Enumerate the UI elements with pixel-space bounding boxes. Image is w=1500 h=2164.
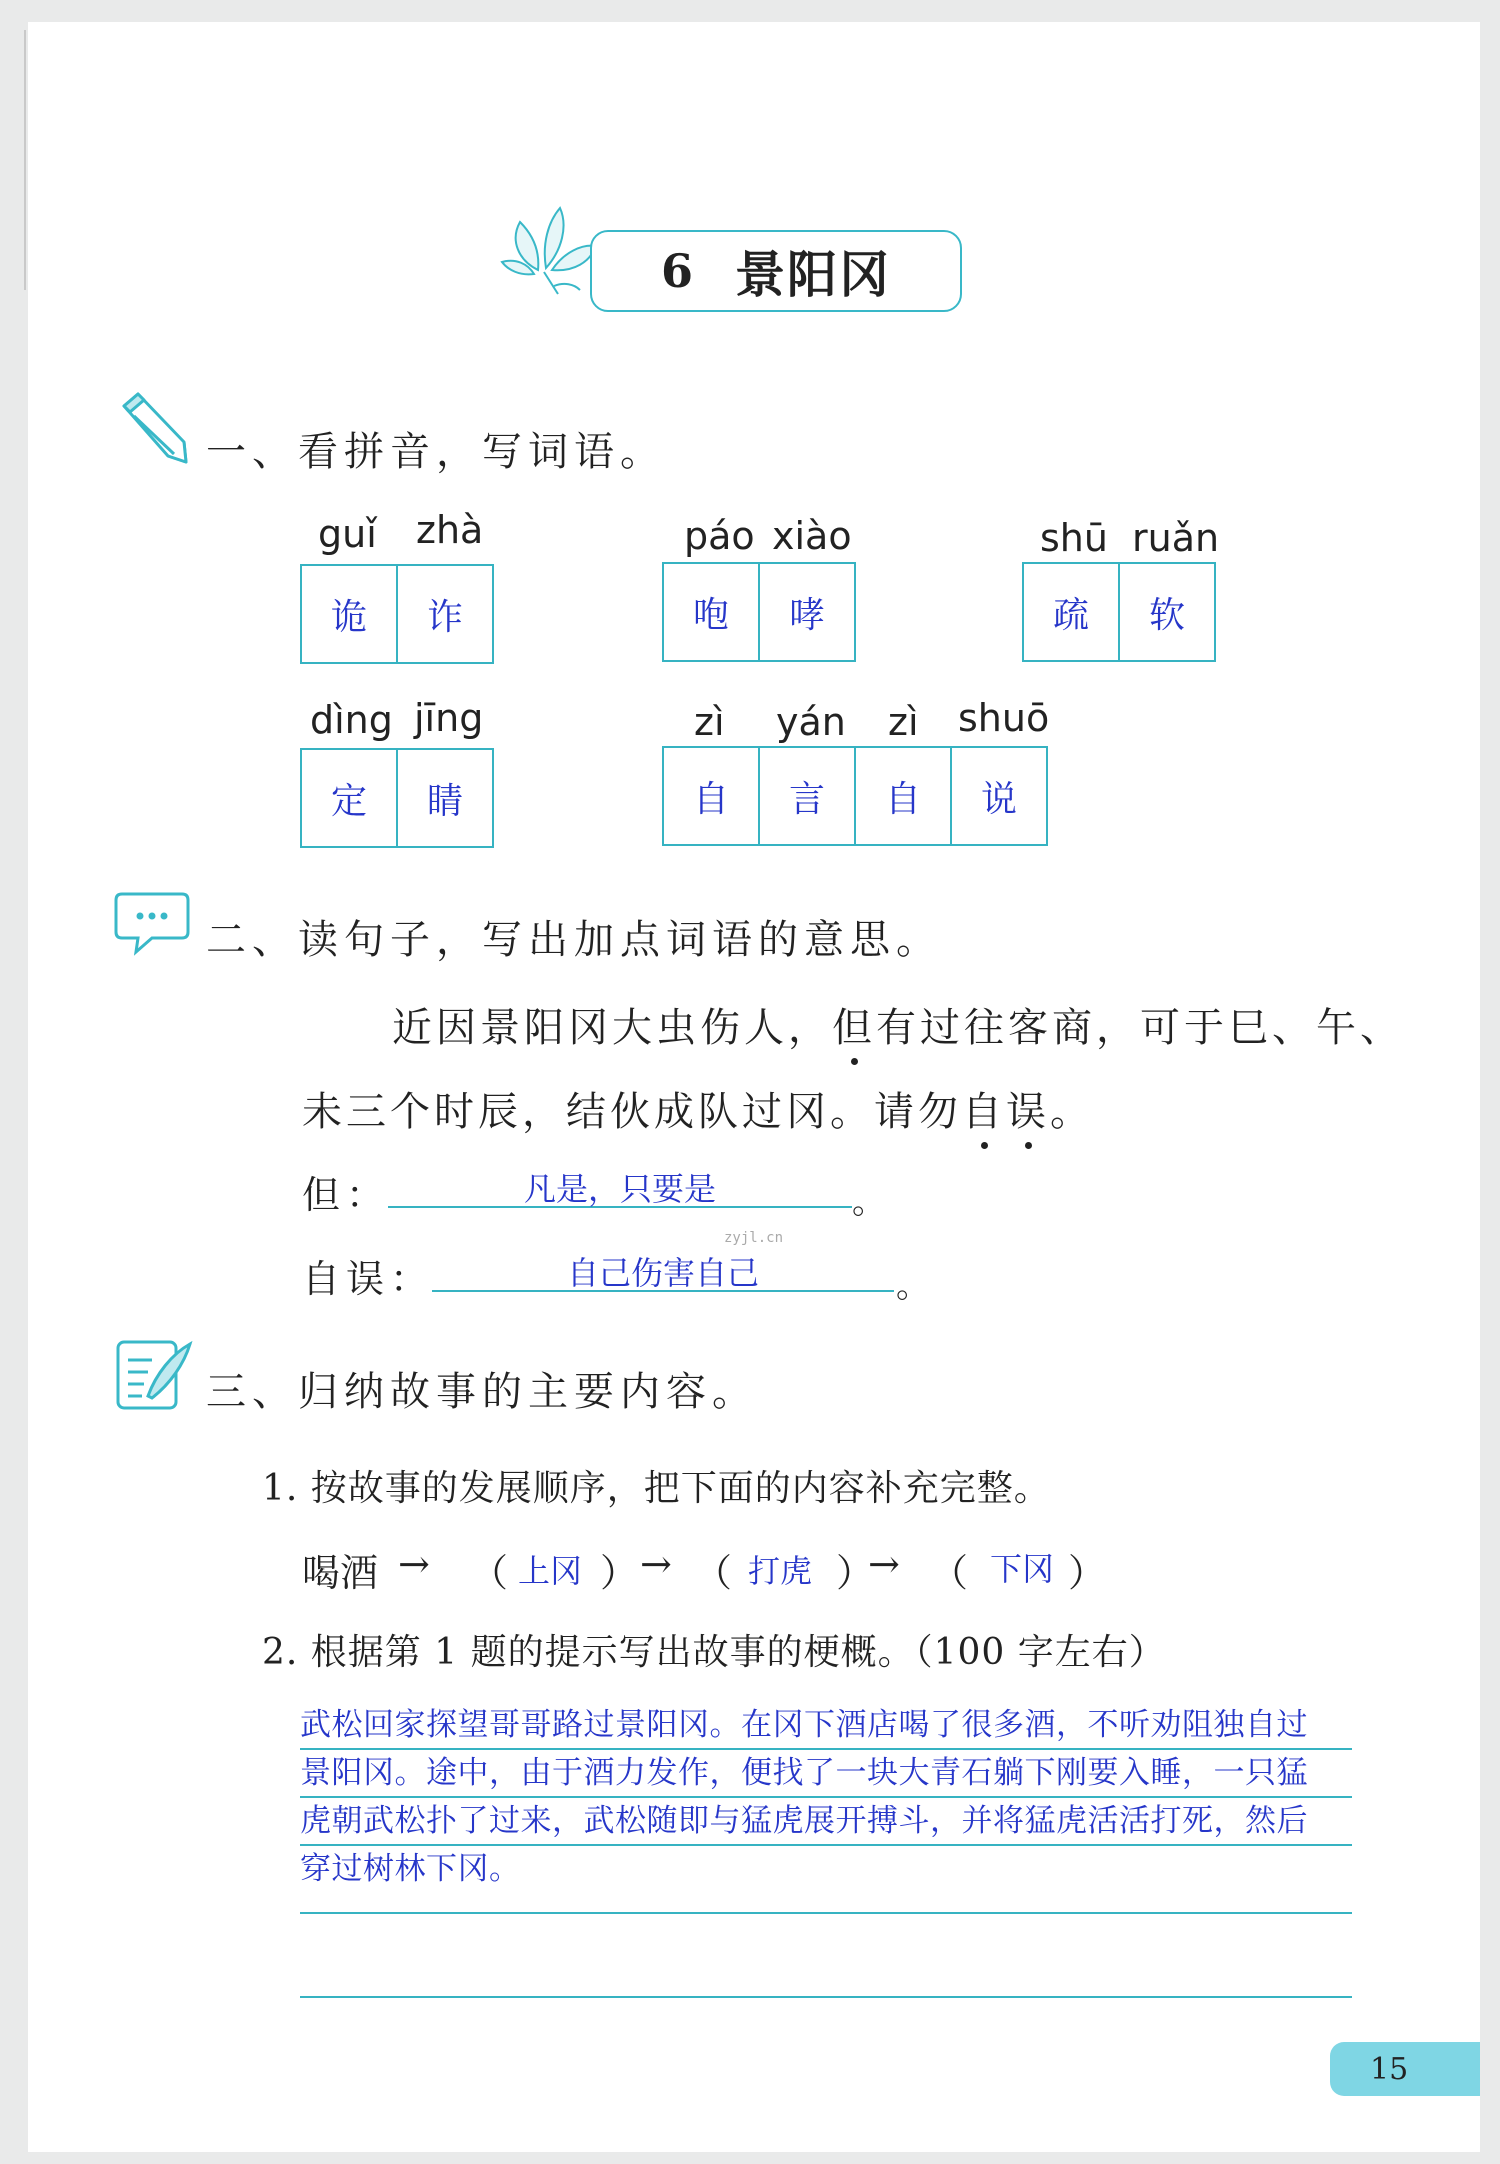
answer-cell[interactable]: 疏	[1024, 564, 1120, 660]
paren-close: ）	[600, 1551, 639, 1595]
answer-cell[interactable]: 定	[302, 750, 398, 846]
lesson-number: 6	[660, 244, 693, 298]
passage-text: 。	[1050, 1089, 1094, 1135]
pinyin: shuō	[958, 696, 1050, 740]
passage-text: 有过往客商，可于巳、午、	[876, 1005, 1404, 1051]
answer-cell[interactable]: 软	[1148, 594, 1185, 636]
answer-grid	[300, 748, 494, 848]
pinyin: páo	[684, 514, 755, 558]
section2-title: 二、读句子，写出加点词语的意思。	[206, 917, 942, 963]
paren-close: ）	[836, 1551, 875, 1595]
binding-edge	[24, 30, 26, 290]
section3-title: 三、归纳故事的主要内容。	[206, 1369, 758, 1415]
answer-cell[interactable]: 睛	[426, 780, 463, 822]
passage-text: 未三个时辰，结伙成队过冈。请勿	[302, 1089, 962, 1135]
notepad-quill-icon	[112, 1334, 194, 1416]
lesson-title: 景阳冈	[735, 245, 891, 304]
pinyin: ruǎn	[1132, 516, 1220, 560]
speech-bubble-icon	[112, 888, 192, 958]
answer-cell[interactable]: 诡	[302, 566, 398, 662]
question-1: 1. 按故事的发展顺序，把下面的内容补充完整。	[262, 1468, 1051, 1509]
paren-open: （	[470, 1551, 509, 1595]
paren-open: （	[694, 1551, 733, 1595]
item-label-ziwu: 自误：	[302, 1257, 435, 1301]
lesson-title-box	[590, 230, 962, 312]
sequence-answer[interactable]: 下冈	[990, 1550, 1055, 1588]
page-number-tab	[1330, 2042, 1480, 2096]
pinyin: shū	[1040, 516, 1108, 560]
answer-cell[interactable]: 自	[664, 748, 760, 844]
item-label-dan: 但：	[302, 1173, 391, 1217]
story-answer-area[interactable]	[300, 1702, 1352, 1892]
passage-text: 近因景阳冈大虫伤人，	[392, 1005, 832, 1051]
paren-open: （	[930, 1551, 969, 1595]
period: 。	[896, 1266, 930, 1306]
question-2: 2. 根据第 1 题的提示写出故事的梗概。（100 字左右）	[262, 1632, 1166, 1673]
sequence-answer[interactable]: 上冈	[518, 1552, 583, 1590]
sequence-start: 喝酒	[302, 1551, 379, 1595]
section1-title: 一、看拼音，写词语。	[206, 429, 666, 475]
answer-grid	[662, 746, 1048, 846]
dotted-word-zi: 自	[962, 1089, 1006, 1135]
answer-grid	[300, 564, 494, 664]
sequence-answer[interactable]: 打虎	[748, 1552, 813, 1590]
pinyin: dìng	[310, 698, 393, 742]
pencil-icon	[112, 392, 192, 468]
passage-line-2	[302, 1080, 1094, 1137]
answer-cell[interactable]: 咆	[664, 564, 760, 660]
arrow-icon: →	[640, 1542, 672, 1586]
answer-cell[interactable]: 自	[856, 748, 952, 844]
passage-line-1	[392, 996, 1404, 1053]
answer-cell[interactable]: 哮	[788, 594, 825, 636]
story-line: 景阳冈。途中，由于酒力发作，便找了一块大青石躺下刚要入睡，一只猛	[300, 1750, 1352, 1798]
blank-writing-line[interactable]	[300, 1996, 1352, 1998]
blank-writing-line[interactable]	[300, 1912, 1352, 1914]
pinyin: guǐ	[318, 512, 377, 556]
story-line: 虎朝武松扑了过来，武松随即与猛虎展开搏斗，并将猛虎活活打死，然后	[300, 1798, 1352, 1846]
dotted-word-dan: 但	[832, 1005, 876, 1051]
arrow-icon: →	[868, 1542, 900, 1586]
pinyin: zì	[888, 700, 919, 744]
pinyin: yán	[776, 700, 846, 744]
pinyin: zhà	[416, 508, 484, 552]
arrow-icon: →	[398, 1542, 430, 1586]
period: 。	[852, 1182, 886, 1222]
watermark: zyjl.cn	[724, 1230, 784, 1246]
answer-grid	[1022, 562, 1216, 662]
pinyin: zì	[694, 700, 725, 744]
answer-cell[interactable]: 说	[980, 778, 1017, 820]
paren-close: ）	[1068, 1551, 1107, 1595]
story-line: 武松回家探望哥哥路过景阳冈。在冈下酒店喝了很多酒，不听劝阻独自过	[300, 1702, 1352, 1750]
answer-grid	[662, 562, 856, 662]
pinyin: xiào	[772, 514, 852, 558]
answer-dan: 凡是，只要是	[523, 1170, 716, 1208]
story-line: 穿过树林下冈。	[300, 1851, 521, 1887]
answer-cell[interactable]: 诈	[426, 596, 463, 638]
answer-cell[interactable]: 言	[760, 748, 856, 844]
dotted-word-wu: 误	[1006, 1089, 1050, 1135]
pinyin: jīng	[414, 696, 484, 740]
page-number: 15	[1370, 2051, 1409, 2087]
answer-ziwu: 自己伤害自己	[566, 1254, 759, 1292]
